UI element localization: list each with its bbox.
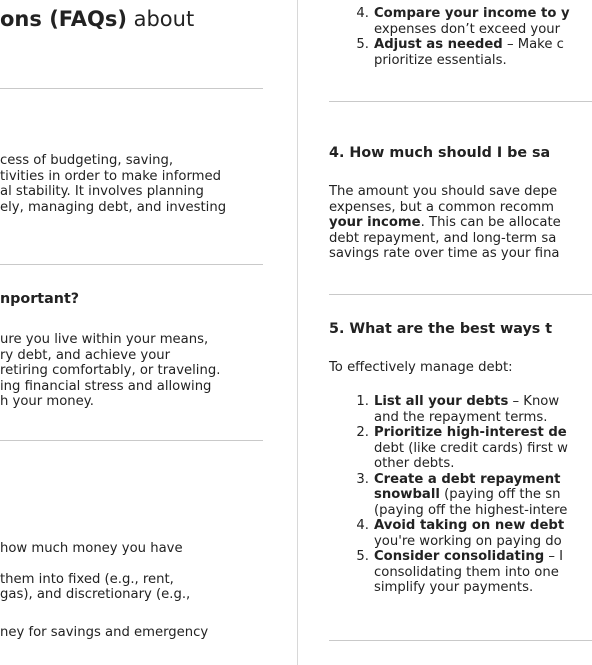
budget-steps-list — [329, 6, 570, 68]
list-item-continuation: debt (like credit cards) first w — [374, 440, 568, 456]
list-item — [329, 425, 568, 472]
q4-line: expenses, but a common recomm — [329, 199, 555, 215]
q2-line: ing financial stress and allowing — [0, 378, 212, 394]
list-item — [329, 394, 568, 425]
list-item-bold: Avoid taking on new debt — [374, 518, 565, 533]
page-title — [0, 6, 194, 32]
q4-line: debt repayment, and long-term sa — [329, 230, 557, 246]
list-item-text: – Know — [508, 394, 560, 409]
list-item-continuation: you're working on paying do — [374, 533, 562, 549]
question-heading-5: 5. What are the best ways t — [329, 321, 553, 337]
list-item — [329, 472, 568, 519]
list-item-bold: Prioritize high-interest de — [374, 425, 567, 440]
q3-line: how much money you have — [0, 541, 183, 556]
list-item — [329, 549, 568, 596]
q2-line: h your money. — [0, 394, 94, 409]
q3-line: gas), and discretionary (e.g., — [0, 587, 191, 602]
section-divider — [329, 640, 592, 641]
section-divider — [0, 440, 263, 441]
list-number: 1. — [356, 394, 369, 409]
q3-line: ney for savings and emergency — [0, 625, 209, 640]
q4-line: savings rate over time as your fina — [329, 246, 560, 261]
list-number: 4. — [356, 6, 369, 21]
list-item-bold: List all your debts — [374, 394, 509, 409]
list-item-bold: snowball — [374, 487, 440, 502]
list-item — [329, 518, 568, 549]
question-heading-4: 4. How much should I be sa — [329, 145, 551, 161]
intro-line: tivities in order to make informed — [0, 168, 221, 184]
q2-line: retiring comfortably, or traveling. — [0, 363, 221, 378]
q4-line — [329, 215, 561, 231]
page-title-bold: ons (FAQs) — [0, 7, 127, 31]
intro-line: al stability. It involves planning — [0, 184, 204, 199]
debt-steps-list — [329, 394, 568, 596]
list-item-continuation: other debts. — [374, 456, 455, 471]
section-divider — [0, 264, 263, 265]
list-item-text: – I — [544, 549, 564, 564]
list-number: 2. — [356, 425, 369, 440]
intro-line: cess of budgeting, saving, — [0, 153, 174, 168]
page-title-rest: about — [126, 7, 195, 31]
list-item-bold: Compare your income to y — [374, 6, 570, 21]
q4-line-text: . This can be allocate — [420, 215, 561, 230]
list-item-text: (paying off the sn — [439, 487, 561, 502]
list-item-continuation: (paying off the highest-intere — [374, 502, 568, 518]
list-item-continuation: expenses don’t exceed your — [374, 21, 561, 37]
list-item-continuation: consolidating them into one — [374, 564, 559, 580]
list-item-continuation: and the repayment terms. — [374, 409, 548, 425]
q4-answer — [329, 184, 561, 262]
list-item-continuation: simplify your payments. — [374, 580, 534, 595]
list-item-bold: Create a debt repayment — [374, 471, 561, 487]
q3-line: them into fixed (e.g., rent, — [0, 572, 174, 587]
section-divider — [329, 294, 592, 295]
question-heading-2: nportant? — [0, 291, 80, 307]
list-number: 5. — [356, 549, 369, 564]
intro-line: ely, managing debt, and investing — [0, 199, 227, 215]
list-number: 4. — [356, 518, 369, 533]
intro-answer — [0, 153, 226, 215]
list-item-continuation — [374, 487, 568, 503]
list-number: 3. — [356, 471, 369, 487]
right-column — [329, 0, 592, 665]
list-item-continuation: prioritize essentials. — [374, 52, 507, 68]
section-divider — [329, 101, 592, 102]
column-divider — [297, 0, 298, 665]
list-item-bold: Adjust as needed — [374, 37, 503, 52]
list-number: 5. — [356, 37, 369, 52]
q2-line: ure you live within your means, — [0, 332, 209, 347]
q4-line: The amount you should save depe — [329, 184, 558, 199]
section-divider — [0, 88, 263, 89]
q2-answer — [0, 332, 220, 410]
q2-line: ry debt, and achieve your — [0, 347, 171, 363]
list-item-text: – Make c — [502, 37, 564, 52]
list-item — [329, 6, 570, 37]
list-item — [329, 37, 570, 68]
q5-intro: To effectively manage debt: — [329, 360, 513, 375]
list-item-bold: Consider consolidating — [374, 549, 545, 564]
q4-line-bold: your income — [329, 215, 421, 230]
